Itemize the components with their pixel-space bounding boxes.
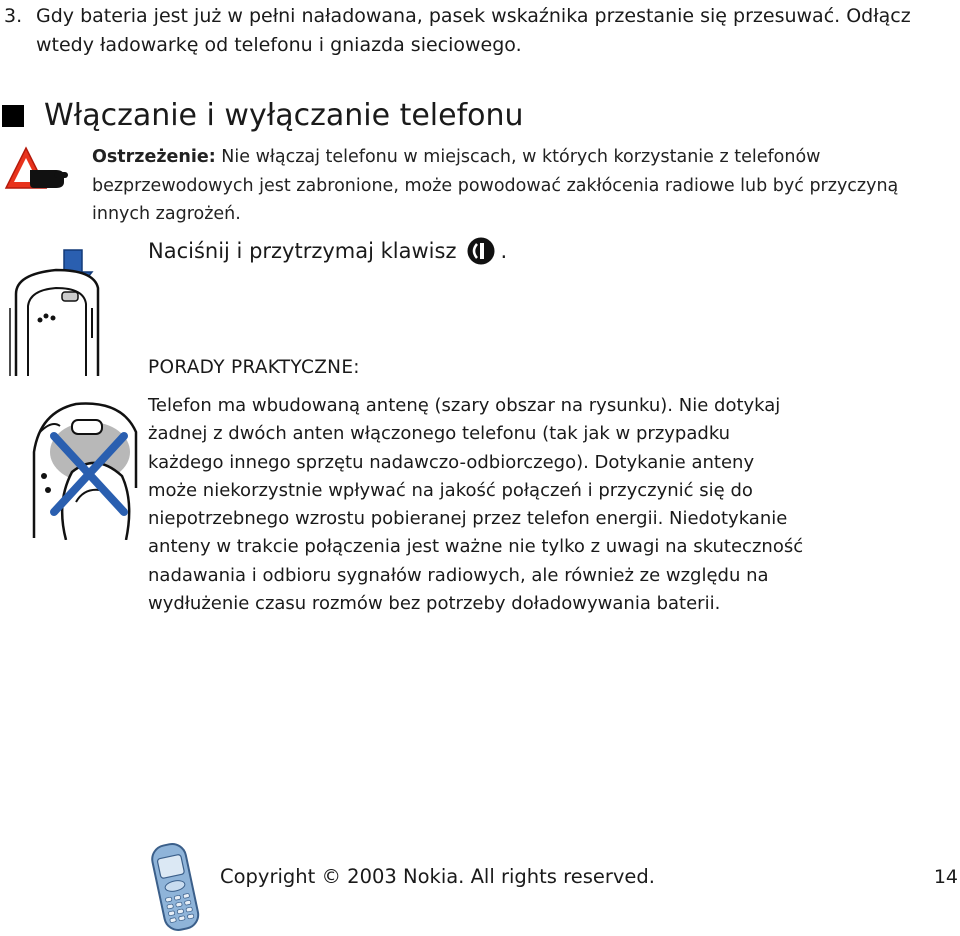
phone-power-key-illustration xyxy=(6,248,102,378)
page-number: 14 xyxy=(933,866,958,888)
step-text: Gdy bateria jest już w pełni naładowana, pasek wskaźnika przestanie się przesuwać. Odłącz wtedy ładowarkę od telefonu i gniazda sieciowego. xyxy=(36,5,911,56)
nokia-phone-icon xyxy=(148,840,202,932)
instruction-text: Naciśnij i przytrzymaj klawisz xyxy=(148,239,457,263)
footer-copyright: Copyright © 2003 Nokia. All rights reserved. xyxy=(220,865,655,888)
antenna-illustration xyxy=(26,392,146,540)
heading-bullet-icon xyxy=(2,105,24,127)
power-key-icon xyxy=(466,236,496,266)
warning-label: Ostrzeżenie: xyxy=(92,147,216,167)
instruction-suffix: . xyxy=(500,239,508,263)
warning-triangle-icon xyxy=(4,146,74,192)
warning-text: Nie włączaj telefonu w miejscach, w których korzystanie z telefonów bezprzewodowych jest zabronione, może powodować zakłócenia radiowe lub być przyczyną innych zagrożeń. xyxy=(92,147,899,224)
section-heading xyxy=(0,96,524,136)
step-number: 3. xyxy=(4,5,23,27)
instruction-line xyxy=(148,236,507,266)
warning-paragraph xyxy=(92,143,912,229)
section-title: Włączanie i wyłączanie telefonu xyxy=(44,98,524,133)
tips-heading: PORADY PRAKTYCZNE: xyxy=(148,357,360,378)
tips-body: Telefon ma wbudowaną antenę (szary obszar na rysunku). Nie dotykaj żadnej z dwóch anten włączonego telefonu (tak jak w przypadku każdego innego sprzętu nadawczo-odbiorczego). Dotykanie anteny może niekorzystnie wpływać na jakość połączeń i przyczynić się do niepotrzebnego wzrostu pobieranej przez telefon energii. Niedotykanie anteny w trakcie połączenia jest ważne nie tylko z uwagi na skuteczność nadawania i odbioru sygnałów radiowych, ale również ze względu na wydłużenie czasu rozmów bez potrzeby doładowywania baterii. xyxy=(148,395,804,615)
